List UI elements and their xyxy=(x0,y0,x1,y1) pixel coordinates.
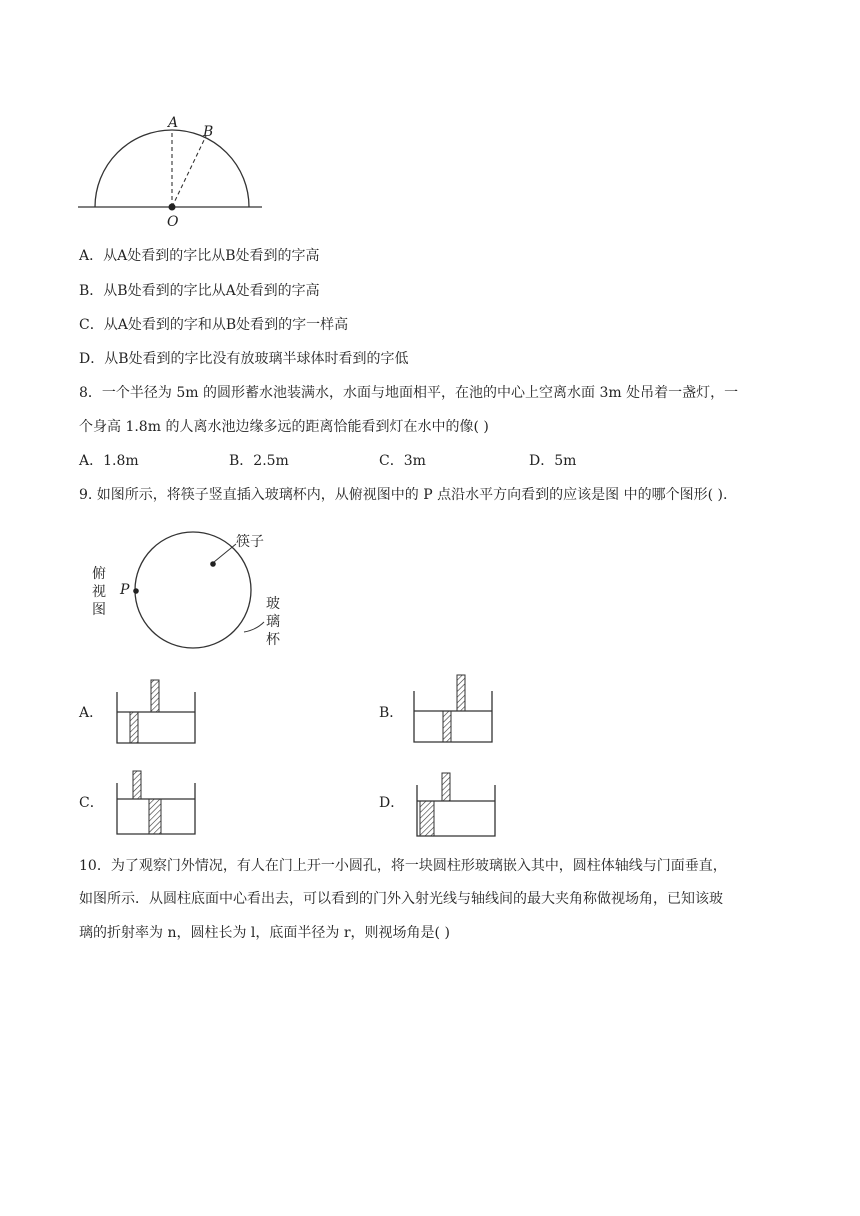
point-o xyxy=(169,204,176,211)
label-glass-1: 玻 xyxy=(266,596,280,612)
glass-circle xyxy=(135,532,251,648)
label-view-2: 视 xyxy=(92,584,106,600)
label-glass-2: 璃 xyxy=(266,614,280,630)
label-a: A xyxy=(168,115,179,131)
q8-option-b: B．2.5m xyxy=(229,453,289,469)
point-p xyxy=(133,588,139,594)
q7-option-a: A．从A处看到的字比从B处看到的字高 xyxy=(79,248,320,264)
label-view-1: 俯 xyxy=(92,566,106,582)
q7-option-b: B．从B处看到的字比从A处看到的字高 xyxy=(79,283,320,299)
label-p: P xyxy=(120,582,130,598)
glass-top-view-figure xyxy=(86,530,306,660)
label-o: O xyxy=(167,214,179,230)
q9-option-b-label: B． xyxy=(379,705,404,721)
q9-option-c-figure xyxy=(116,769,196,835)
q9-option-a-label: A． xyxy=(79,705,104,721)
line-ob xyxy=(172,136,206,207)
label-b: B xyxy=(203,124,214,140)
q10-text-line3: 璃的折射率为 n，圆柱长为 l，底面半径为 r，则视场角是( ) xyxy=(79,925,450,941)
q8-text-line1: 8．一个半径为 5m 的圆形蓄水池装满水，水面与地面相平，在池的中心上空离水面 3m 处吊着一盏灯，一 xyxy=(79,385,739,401)
q10-text-line1: 10．为了观察门外情况，有人在门上开一小圆孔，将一块圆柱形玻璃嵌入其中，圆柱体轴线与门面垂直， xyxy=(79,858,727,874)
q9-option-b-figure xyxy=(413,673,493,743)
q7-option-c: C．从A处看到的字和从B处看到的字一样高 xyxy=(79,317,349,333)
label-chopstick: 筷子 xyxy=(236,534,264,550)
q8-option-d: D．5m xyxy=(529,453,577,469)
q9-option-d-label: D． xyxy=(379,795,405,811)
q10-text-line2: 如图所示．从圆柱底面中心看出去，可以看到的门外入射光线与轴线间的最大夹角称做视场角，已知该玻 xyxy=(79,891,723,907)
q9-option-a-figure xyxy=(116,678,196,744)
q8-text-line2: 个身高 1.8m 的人离水池边缘多远的距离恰能看到灯在水中的像( ) xyxy=(79,419,489,435)
q8-option-a: A．1.8m xyxy=(79,453,139,469)
glass-leader xyxy=(244,622,264,632)
q9-text: 9. 如图所示，将筷子竖直插入玻璃杯内，从俯视图中的 P 点沿水平方向看到的应该是图 中的哪个图形( ). xyxy=(79,487,728,503)
q9-option-c-label: C． xyxy=(79,795,104,811)
q9-option-d-figure xyxy=(416,771,496,837)
label-glass-3: 杯 xyxy=(266,632,280,648)
q7-option-d: D．从B处看到的字比没有放玻璃半球体时看到的字低 xyxy=(79,351,409,367)
hemisphere-figure xyxy=(76,112,266,230)
q8-option-c: C．3m xyxy=(379,453,426,469)
chopstick-leader xyxy=(214,544,236,562)
label-view-3: 图 xyxy=(92,602,106,618)
chopstick-dot xyxy=(210,561,216,567)
